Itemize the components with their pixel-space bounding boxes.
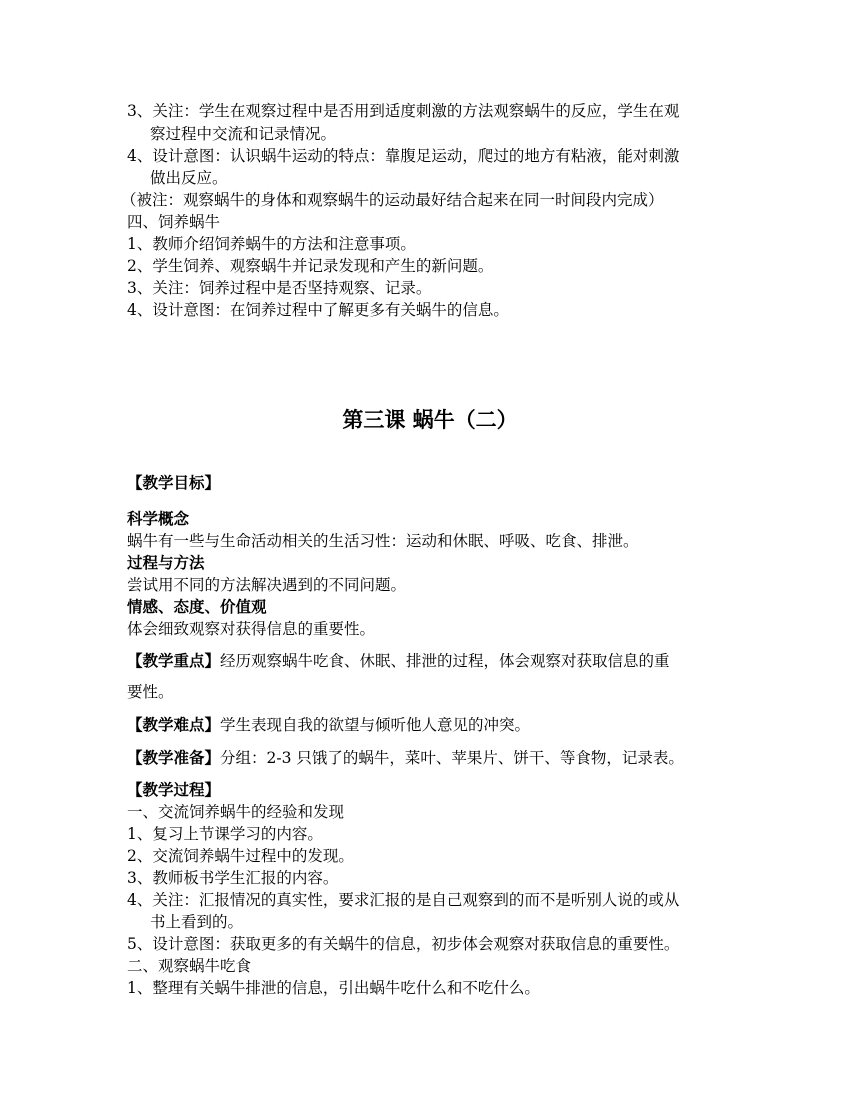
list-item: 3、教师板书学生汇报的内容。 bbox=[127, 869, 339, 887]
paragraph-line: 3、关注：学生在观察过程中是否用到适度刺激的方法观察蜗牛的反应，学生在观 bbox=[127, 102, 680, 120]
paragraph-line: 体会细致观察对获得信息的重要性。 bbox=[127, 620, 376, 638]
section-heading: 四、饲养蜗牛 bbox=[127, 213, 221, 231]
paragraph-line: 察过程中交流和记录情况。 bbox=[150, 125, 337, 143]
process-heading: 【教学过程】 bbox=[127, 780, 221, 799]
list-item: 4、关注：汇报情况的真实性，要求汇报的是自己观察到的而不是听别人说的或从 bbox=[127, 891, 680, 909]
key-point-line bbox=[127, 650, 670, 672]
objectives-heading: 【教学目标】 bbox=[127, 473, 221, 492]
difficulty-label: 【教学难点】 bbox=[127, 715, 221, 734]
list-item: 1、复习上节课学习的内容。 bbox=[127, 825, 323, 843]
subheading: 过程与方法 bbox=[127, 553, 205, 572]
key-point-text: 经历观察蜗牛吃食、休眠、排泄的过程，体会观察对获取信息的重 bbox=[220, 652, 670, 670]
difficulty-text: 学生表现自我的欲望与倾听他人意见的冲突。 bbox=[220, 716, 531, 734]
key-point-label: 【教学重点】 bbox=[127, 651, 221, 670]
paragraph-line: 做出反应。 bbox=[150, 169, 228, 187]
preparation-text: 分组：2-3 只饿了的蜗牛，菜叶、苹果片、饼干、等食物，记录表。 bbox=[220, 749, 684, 767]
list-item: 1、整理有关蜗牛排泄的信息，引出蜗牛吃什么和不吃什么。 bbox=[127, 979, 540, 997]
preparation-label: 【教学准备】 bbox=[127, 748, 221, 767]
list-item: 5、设计意图：获取更多的有关蜗牛的信息，初步体会观察对获取信息的重要性。 bbox=[127, 935, 680, 953]
key-point-continuation: 要性。 bbox=[127, 683, 174, 701]
list-item: 1、教师介绍饲养蜗牛的方法和注意事项。 bbox=[127, 235, 416, 253]
list-item: 2、交流饲养蜗牛过程中的发现。 bbox=[127, 847, 354, 865]
list-item: 4、设计意图：在饲养过程中了解更多有关蜗牛的信息。 bbox=[127, 301, 509, 319]
paragraph-line: 4、设计意图：认识蜗牛运动的特点：靠腹足运动，爬过的地方有粘液，能对刺激 bbox=[127, 147, 680, 165]
list-item: 3、关注：饲养过程中是否坚持观察、记录。 bbox=[127, 279, 432, 297]
section-heading: 一、交流饲养蜗牛的经验和发现 bbox=[127, 803, 345, 821]
lesson-title: 第三课 蜗牛（二） bbox=[342, 407, 518, 432]
subheading: 科学概念 bbox=[127, 509, 190, 528]
paragraph-line: 蜗牛有一些与生命活动相关的生活习性：运动和休眠、呼吸、吃食、排泄。 bbox=[127, 532, 639, 550]
paragraph-line: 尝试用不同的方法解决遇到的不同问题。 bbox=[127, 576, 407, 594]
difficulty-line bbox=[127, 714, 530, 736]
list-item-continuation: 书上看到的。 bbox=[150, 913, 244, 931]
section-heading: 二、观察蜗牛吃食 bbox=[127, 957, 252, 975]
subheading: 情感、态度、价值观 bbox=[127, 597, 267, 616]
preparation-line bbox=[127, 747, 684, 769]
list-item: 2、学生饲养、观察蜗牛并记录发现和产生的新问题。 bbox=[127, 257, 494, 275]
note-line: （被注：观察蜗牛的身体和观察蜗牛的运动最好结合起来在同一时间段内完成） bbox=[121, 191, 664, 209]
